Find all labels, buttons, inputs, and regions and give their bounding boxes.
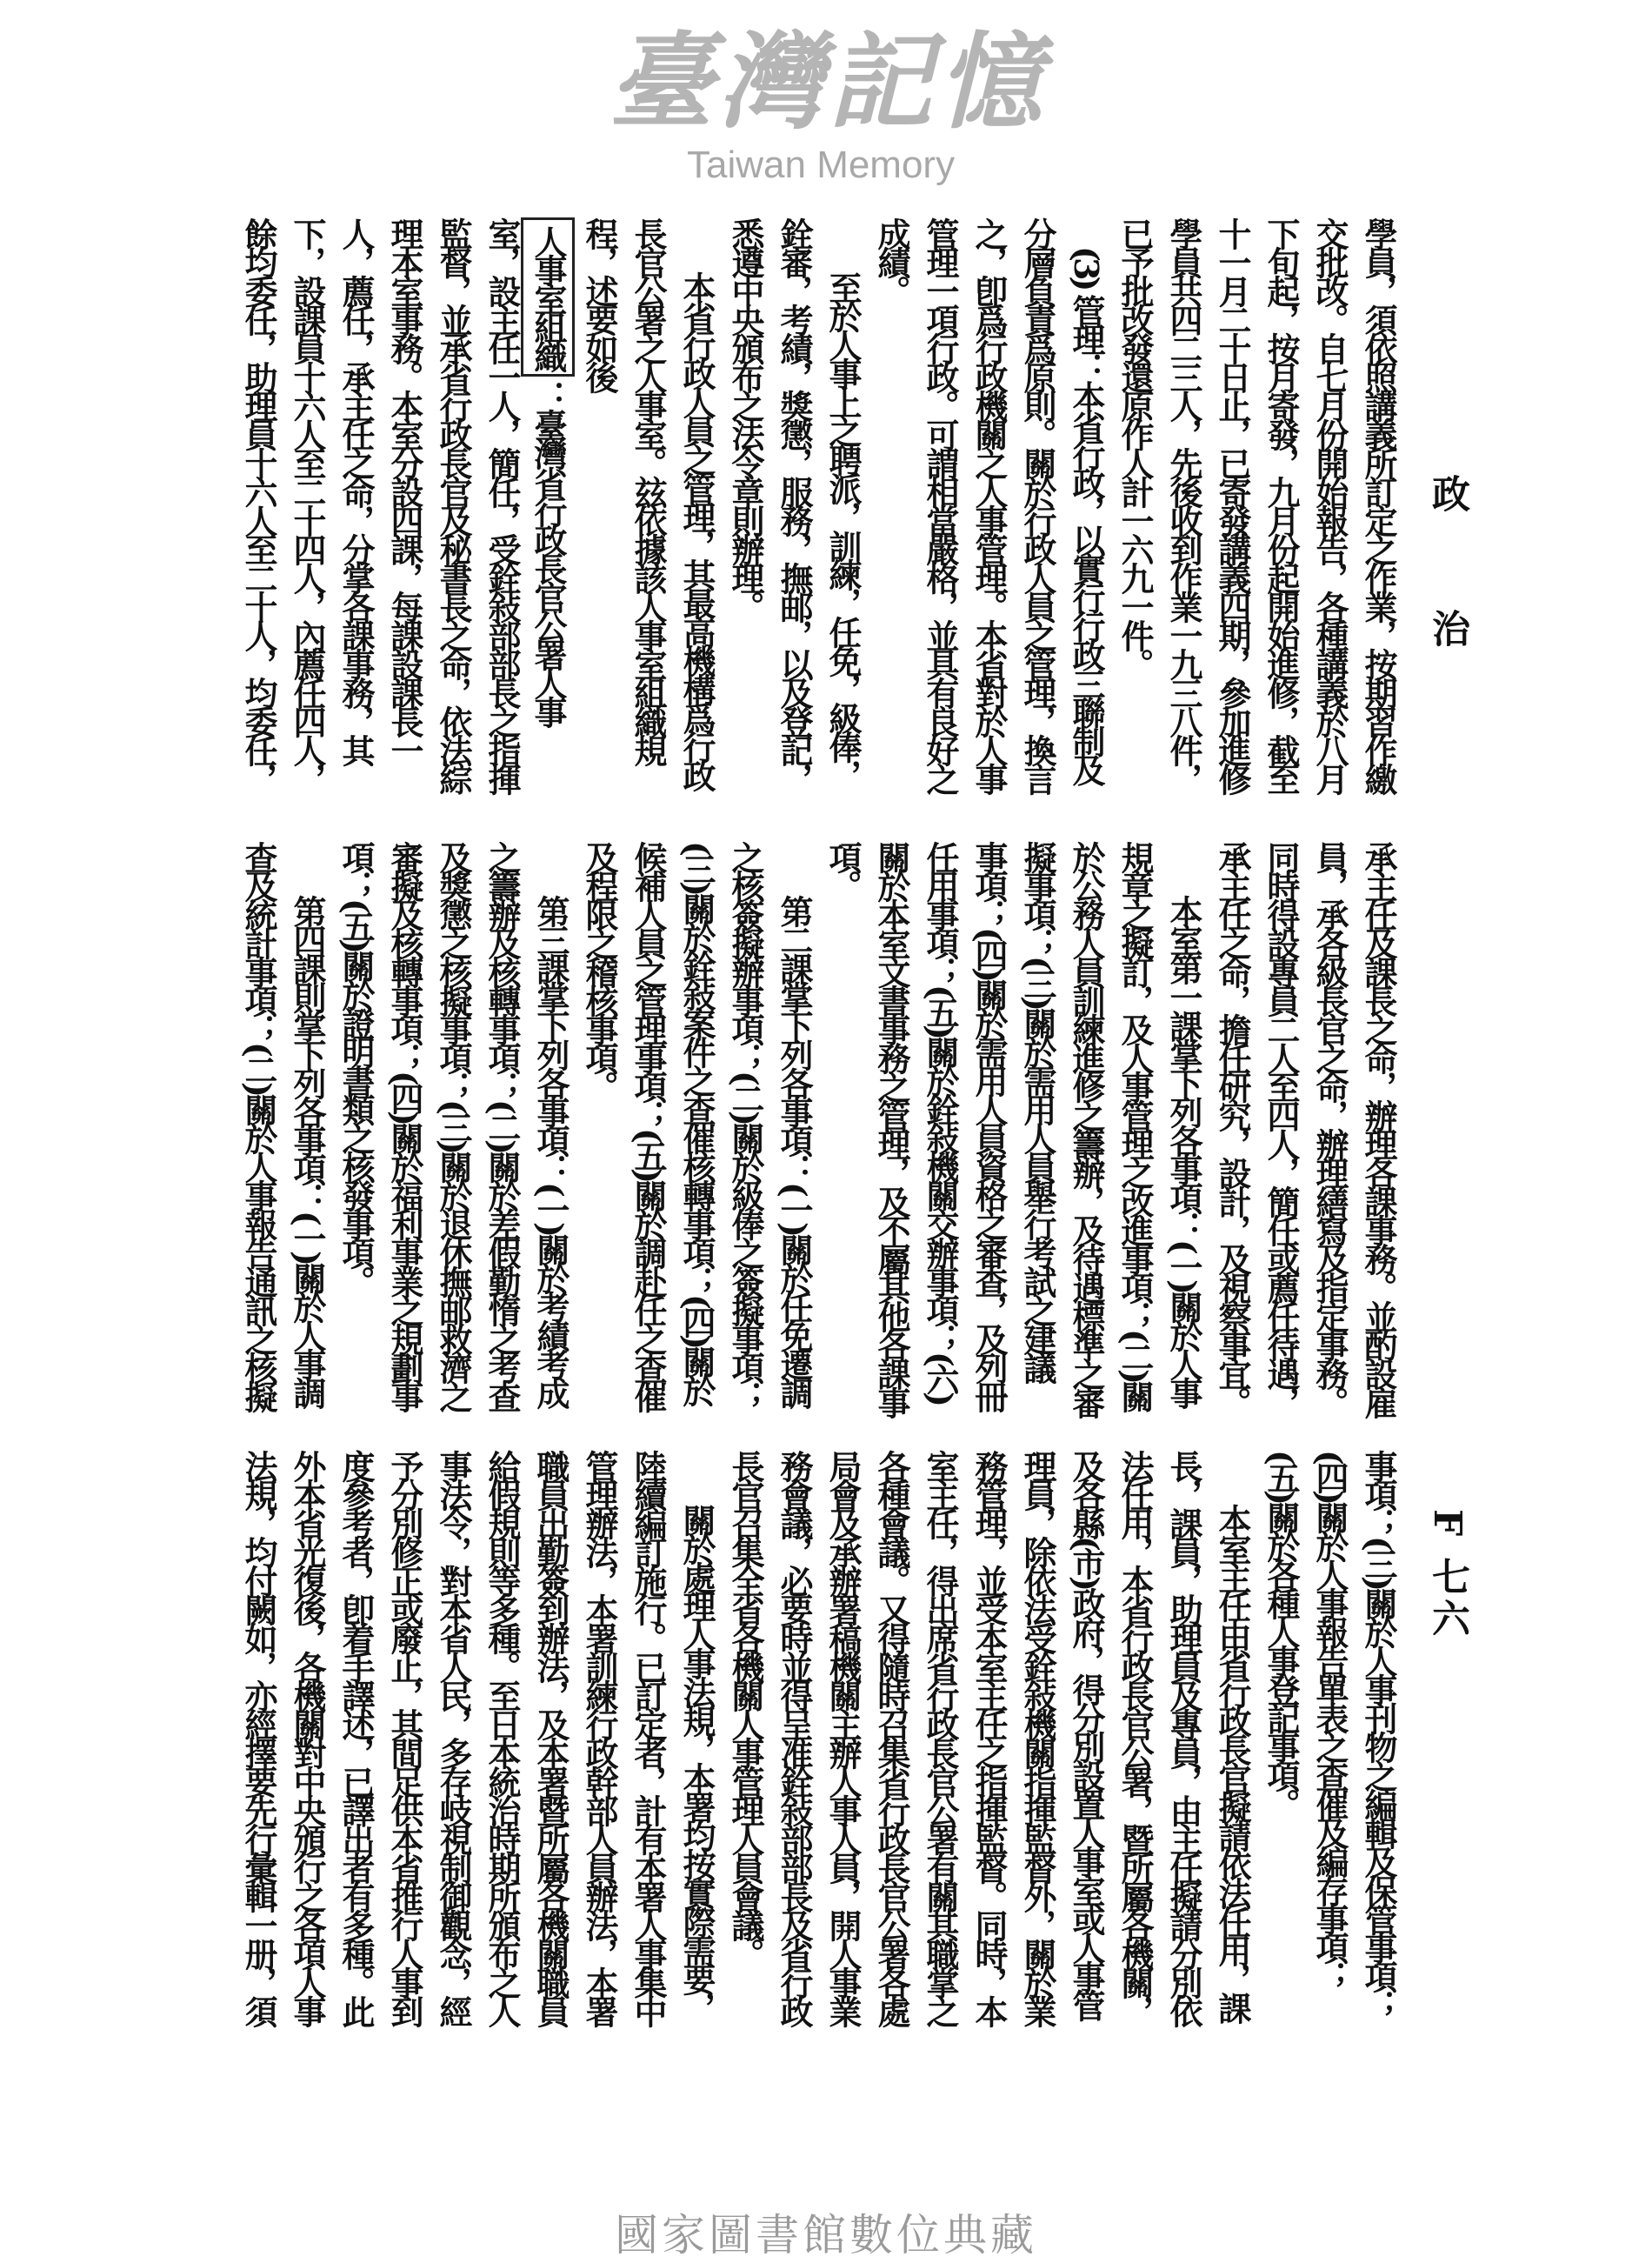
column-text: 員，承各級長官之命，辦理繕寫及指定事務。 [1310,841,1349,1415]
column-text: 及程限之稽核事項。 [580,841,619,1099]
column-text: 至於人事上之聘派，訓練，任免，級俸， [823,271,863,788]
column-text: 外本省光復後，各機關對中央頒行之各項人事 [288,1450,327,2024]
running-head-char: 政 [1425,474,1469,512]
text-column [1062,1450,1110,2076]
column-text: 本室第一課掌下列各事項：(一)關於人事 [1164,895,1203,1405]
text-column [283,217,331,831]
text-column [429,1450,477,2076]
text-column [575,217,623,831]
text-column [1354,217,1402,831]
text-column [1354,841,1402,1441]
text-column [721,1450,769,2076]
column-text: 之核簽擬辦事項；(二)關於級俸之簽擬事項； [726,841,765,1409]
column-text: 本省行政人員之管理，其最高機構爲行政 [677,271,716,788]
text-column [1208,841,1256,1441]
column-text: 項；(五)關於證明書類之核發事項。 [336,841,376,1294]
text-column [234,217,283,831]
column-text: 銓審，考績，獎懲，服務，撫邮，以及登記， [775,217,814,791]
text-column [623,841,672,1441]
text-column [623,1450,672,2076]
text-column [916,841,964,1441]
text-column [1159,1450,1208,2076]
column-text: 十一月二十日止，已寄發講義四期，參加進修 [1213,217,1252,791]
text-column [916,217,964,831]
column-text: 職員出勤簽到辦法，及本署暨所屬各機關職員 [531,1450,570,2024]
column-text: 承主任之命，擔任研究，設計，及視察事宜。 [1213,841,1252,1415]
column-text: 務管理，並受本室主任之指揮監督。同時，本 [969,1450,1009,2024]
text-column [283,841,331,1441]
column-text: 同時得設專員二人至四人，簡任或薦任待遇， [1262,841,1301,1415]
column-text: 分層負責爲原則。關於行政人員之管理，換言 [1018,217,1057,791]
text-tier-middle [234,841,1402,1441]
text-column [1305,1450,1354,2076]
column-text: 承主任及課長之命，辦理各課事務。並酌設雇 [1359,841,1398,1415]
text-column [477,217,526,831]
column-text: 下旬起，按月寄發，九月份起開始進修，截至 [1262,217,1301,791]
column-text: 已予批改發還原作人計一六九一件。 [1116,217,1155,677]
column-text: 之，卽爲行政機關之人事管理。本省對於人事 [969,217,1009,791]
text-column [331,1450,380,2076]
text-column [1256,1450,1305,2076]
column-text: 第三課掌下列各事項：(一)關於考績考成 [531,895,570,1405]
text-column [672,1450,721,2076]
column-text: 餘均委任，助理員十六人至二十人，均委任， [239,217,278,791]
text-column [526,217,575,831]
text-column [672,217,721,831]
text-column [818,841,867,1441]
text-column [721,217,769,831]
column-text: 度參考者，卽着手譯述，已譯出者有多種。此 [336,1450,376,2024]
column-text: 之籌辦及核轉事項；(二)關於差假勤惰之考查 [483,841,522,1409]
text-column [1013,841,1062,1441]
text-column [1208,217,1256,831]
column-text: 關於處理人事法規，本署均按實際需要， [677,1504,716,2020]
column-text: 各種會議。又得隨時召集省行政長官公署各處 [872,1450,911,2024]
column-text: 項。 [823,841,863,898]
text-tier-top [234,217,1402,831]
text-column [331,841,380,1441]
text-column [575,1450,623,2076]
column-text: 予分別修正或廢止，其間足供本省推行人事到 [385,1450,424,2024]
text-column [623,217,672,831]
running-head-char: 治 [1425,609,1469,647]
column-text: 任用事項；(五)關於銓敍機關交辦事項；(六) [921,841,960,1403]
column-text: 候補人員之管理事項；(五)關於調赴任之查催 [629,841,668,1409]
text-column [526,1450,575,2076]
column-text: 理本室事務。本室分設四課，每課設課長一 [385,217,424,763]
column-text: 法任用，本省行政長官公署，暨所屬各機關， [1116,1450,1155,2024]
page-number: F 七六 [1425,1509,1469,1640]
watermark [609,21,1096,191]
text-column [964,841,1013,1441]
text-column [283,1450,331,2076]
column-text: 人，薦任，承主任之命，分掌各課事務，其 [336,217,376,763]
column-text: 成績。 [872,217,911,304]
watermark-english: Taiwan Memory [687,144,956,186]
column-text: 下，設課員十六人至二十四人，內薦任四人， [288,217,327,791]
column-text: 於公務人員訓練進修之籌辦，及待遇標準之審 [1067,841,1106,1415]
column-text: 第二課掌下列各事項：(一)關於任免遷調 [775,895,814,1405]
text-column [1305,841,1354,1441]
column-text: 務會議，必要時並得呈准銓敍部部長及省行政 [775,1450,814,2024]
text-column [1159,841,1208,1441]
column-text: 悉遵中央頒布之法令章則辦理。 [726,217,765,619]
text-column [1159,217,1208,831]
text-column [526,841,575,1441]
text-column [769,1450,818,2076]
text-column [721,841,769,1441]
text-column [1305,217,1354,831]
text-column [1354,1450,1402,2076]
column-text: 規章之擬訂，及人事管理之改進事項；(二)關 [1116,841,1155,1409]
text-column [1013,217,1062,831]
column-text: (3) 管理：本省行政，以實行行政三聯制及 [1067,246,1106,783]
column-text: (五)關於各種人事登記事項。 [1262,1450,1301,1817]
text-column [769,841,818,1441]
column-text: 查及統計事項；(二)關於人事報告通訊之核擬 [239,841,278,1409]
column-text: 局會及承辦署稿機關主辦人事人員，開人事業 [823,1450,863,2024]
footer-collection-label: 國家圖書館數位典藏 [615,2210,1037,2260]
text-column [672,841,721,1441]
text-column [477,841,526,1441]
column-text: (三)關於銓敍案件之查催核轉事項；(四)關於 [677,841,716,1403]
column-text: 室，設主任一人，簡任，受銓敍部部長之指揮 [483,217,522,791]
column-text: ：臺灣省行政長官公署人事 [529,380,568,724]
column-text: 長官公署之人事室。玆依據該人事室組織規 [629,217,668,763]
text-column [916,1450,964,2076]
text-column [1013,1450,1062,2076]
column-text: 及獎懲之核擬事項；(三)關於退休撫邮救濟之 [434,841,473,1409]
column-text: 理員，除依法受銓敍機關指揮監督外，關於業 [1018,1450,1057,2024]
text-column [477,1450,526,2076]
column-text: 交批改。自七月份開始報告，各種講義於八月 [1310,217,1349,791]
text-column [380,1450,429,2076]
column-text: 審擬及核轉事項；(四)關於福利事業之規劃事 [385,841,424,1409]
text-column [1110,217,1159,831]
text-column [1062,217,1110,831]
text-column [867,841,916,1441]
column-text: 法規，均付闕如，亦經擇要先行彙輯一册，須 [239,1450,278,2024]
text-column [1110,1450,1159,2076]
column-text: 關於本室文書事務之管理，及不屬其他各課事 [872,841,911,1415]
column-text: 管理一項行政。可謂相當嚴格，並具有良好之 [921,217,960,791]
column-text: 長官召集全省各機關人事管理人員會議。 [726,1450,765,1966]
text-column [1208,1450,1256,2076]
column-text: 程，述要如後 [580,217,619,390]
column-text: 學員，須依照講義所訂定之作業，按期習作繳 [1359,217,1398,791]
text-column [429,217,477,831]
text-column [429,841,477,1441]
text-column [1110,841,1159,1441]
watermark-chinese: 臺灣記憶 [609,21,1047,144]
column-text: 及各縣(市)政府，得分別設置人事室或人事管 [1067,1450,1106,2018]
column-text: 管理辦法，本署訓練行政幹部人員辦法，本署 [580,1450,619,2024]
text-column [964,1450,1013,2076]
text-column [234,1450,283,2076]
column-text: 給假規則等多種。至日本統治時期所頒布之人 [483,1450,522,2024]
column-text: 事項；(四)關於需用人員資格之審查，及列冊 [969,841,1009,1409]
column-text: 學員共四二三人，先後收到作業一九三八件， [1164,217,1203,791]
column-text: 陸續編訂施行。已訂定者，計有本署人事集中 [629,1450,668,2024]
text-column [234,841,283,1441]
column-text: (四)關於人事報告單表之查催及編存事項； [1310,1450,1349,1989]
text-column [769,217,818,831]
column-text: 事項；(三)關於人事刊物之編輯及保管事項； [1359,1450,1398,2018]
text-column [818,217,867,831]
text-column [380,841,429,1441]
column-text: 本室主任由省行政長官擬請依法任用，課 [1213,1504,1252,2020]
column-text: 監督，並承省行政長官及秘書長之命，依法綜 [434,217,473,791]
text-column [1062,841,1110,1441]
text-column [964,217,1013,831]
boxed-heading: 人事室組織 [521,217,575,377]
text-column [867,217,916,831]
text-column [575,841,623,1441]
text-tier-bottom [234,1450,1402,2076]
text-column [331,217,380,831]
column-text: 長，課員，助理員及專員，由主任擬請分別依 [1164,1450,1203,2024]
text-column [818,1450,867,2076]
text-column [1256,217,1305,831]
text-column [1256,841,1305,1441]
text-column [380,217,429,831]
column-text: 事法令，對本省人民，多存岐視制御觀念，經 [434,1450,473,2024]
column-text: 擬事項；(三)關於需用人員舉行考試之建議 [1018,841,1057,1380]
column-text: 室主任，得出席省行政長官公署有關其職掌之 [921,1450,960,2024]
column-text: 第四課則掌下列各事項：(一)關於人事調 [288,895,327,1405]
text-column [867,1450,916,2076]
